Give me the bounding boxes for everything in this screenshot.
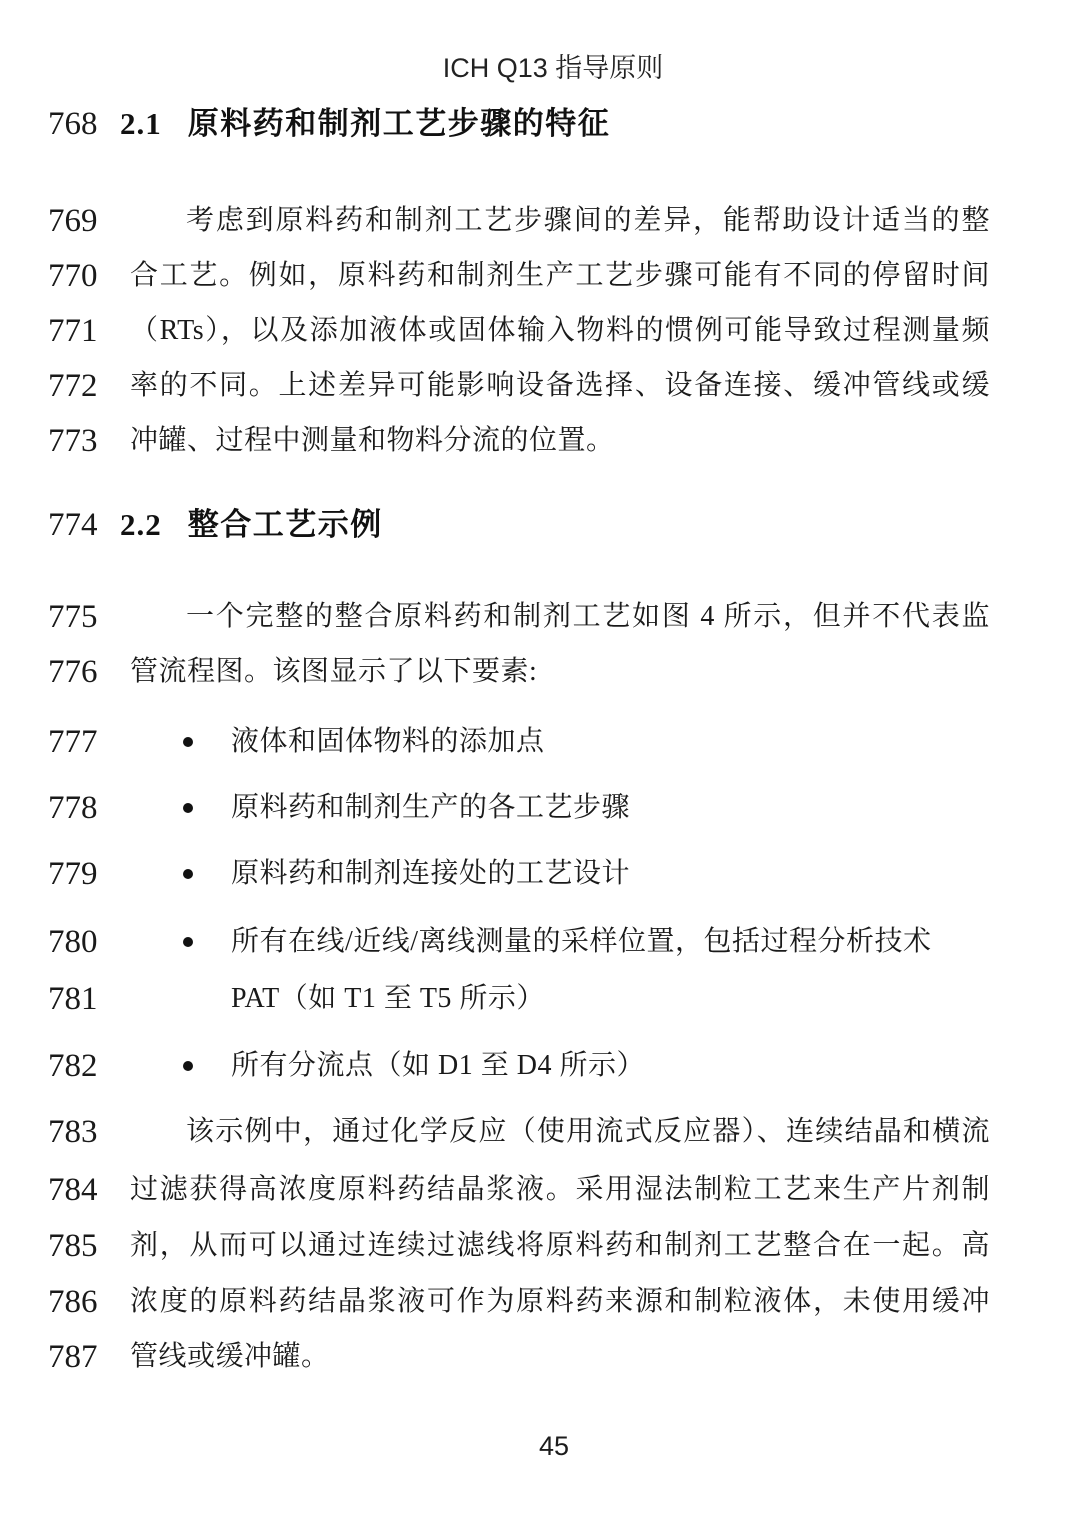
paragraph-line: 浓度的原料药结晶浆液可作为原料药来源和制粒液体，未使用缓冲 <box>130 1286 990 1317</box>
section-title: 原料药和制剂工艺步骤的特征 <box>187 106 611 141</box>
bullet-item <box>130 852 990 896</box>
line-number: 768 <box>48 106 98 142</box>
bullet-text: 所有在线/近线/离线测量的采样位置，包括过程分析技术 <box>231 926 932 957</box>
bullet-text: 原料药和制剂生产的各工艺步骤 <box>231 792 631 823</box>
bullet-text: 所有分流点（如 D1 至 D4 所示） <box>231 1050 645 1081</box>
paragraph-line: 考虑到原料药和制剂工艺步骤间的差异，能帮助设计适当的整 <box>186 205 990 236</box>
line-number: 786 <box>48 1284 98 1320</box>
bullet-icon <box>183 937 193 947</box>
section-number: 2.2 <box>120 507 162 542</box>
line-number: 783 <box>48 1114 98 1150</box>
line-number: 780 <box>48 924 98 960</box>
paragraph-line: 过滤获得高浓度原料药结晶浆液。采用湿法制粒工艺来生产片剂制 <box>130 1174 990 1205</box>
bullet-item <box>130 1044 990 1088</box>
paragraph-line: 管流程图。该图显示了以下要素: <box>130 656 538 687</box>
paragraph-line: 率的不同。上述差异可能影响设备选择、设备连接、缓冲管线或缓 <box>130 370 990 401</box>
bullet-continuation: PAT（如 T1 至 T5 所示） <box>231 983 545 1014</box>
line-number: 781 <box>48 981 98 1017</box>
running-header: ICH Q13 指导原则 <box>442 53 664 83</box>
section-title: 整合工艺示例 <box>187 507 383 542</box>
line-number: 770 <box>48 258 98 294</box>
paragraph-line: 剂，从而可以通过连续过滤线将原料药和制剂工艺整合在一起。高 <box>130 1230 990 1261</box>
bullet-item <box>130 920 990 964</box>
paragraph-line: 一个完整的整合原料药和制剂工艺如图 4 所示，但并不代表监 <box>186 601 990 632</box>
line-number: 787 <box>48 1339 98 1375</box>
paragraph-line: 该示例中，通过化学反应（使用流式反应器）、连续结晶和横流 <box>186 1116 990 1147</box>
bullet-icon <box>183 869 193 879</box>
paragraph-line: 合工艺。例如，原料药和制剂生产工艺步骤可能有不同的停留时间 <box>130 260 990 291</box>
bullet-icon <box>183 737 193 747</box>
line-number: 773 <box>48 423 98 459</box>
line-number: 775 <box>48 599 98 635</box>
section-heading <box>120 502 980 548</box>
paragraph-line: 管线或缓冲罐。 <box>130 1341 330 1372</box>
line-number: 785 <box>48 1228 98 1264</box>
bullet-text: 液体和固体物料的添加点 <box>231 726 545 757</box>
line-number: 777 <box>48 724 98 760</box>
bullet-icon <box>183 803 193 813</box>
line-number: 782 <box>48 1048 98 1084</box>
line-number: 784 <box>48 1172 98 1208</box>
line-number: 769 <box>48 203 98 239</box>
page-number: 45 <box>538 1431 570 1461</box>
line-number: 772 <box>48 368 98 404</box>
bullet-item <box>130 786 990 830</box>
line-number: 778 <box>48 790 98 826</box>
bullet-text: 原料药和制剂连接处的工艺设计 <box>231 858 631 889</box>
line-number: 771 <box>48 313 98 349</box>
paragraph-line: 冲罐、过程中测量和物料分流的位置。 <box>130 425 615 456</box>
bullet-icon <box>183 1061 193 1071</box>
line-number: 776 <box>48 654 98 690</box>
line-number: 779 <box>48 856 98 892</box>
paragraph-line: （RTs），以及添加液体或固体输入物料的惯例可能导致过程测量频 <box>130 315 990 346</box>
bullet-item <box>130 720 990 764</box>
line-number: 774 <box>48 507 98 543</box>
section-heading <box>120 101 980 147</box>
section-number: 2.1 <box>120 106 162 141</box>
